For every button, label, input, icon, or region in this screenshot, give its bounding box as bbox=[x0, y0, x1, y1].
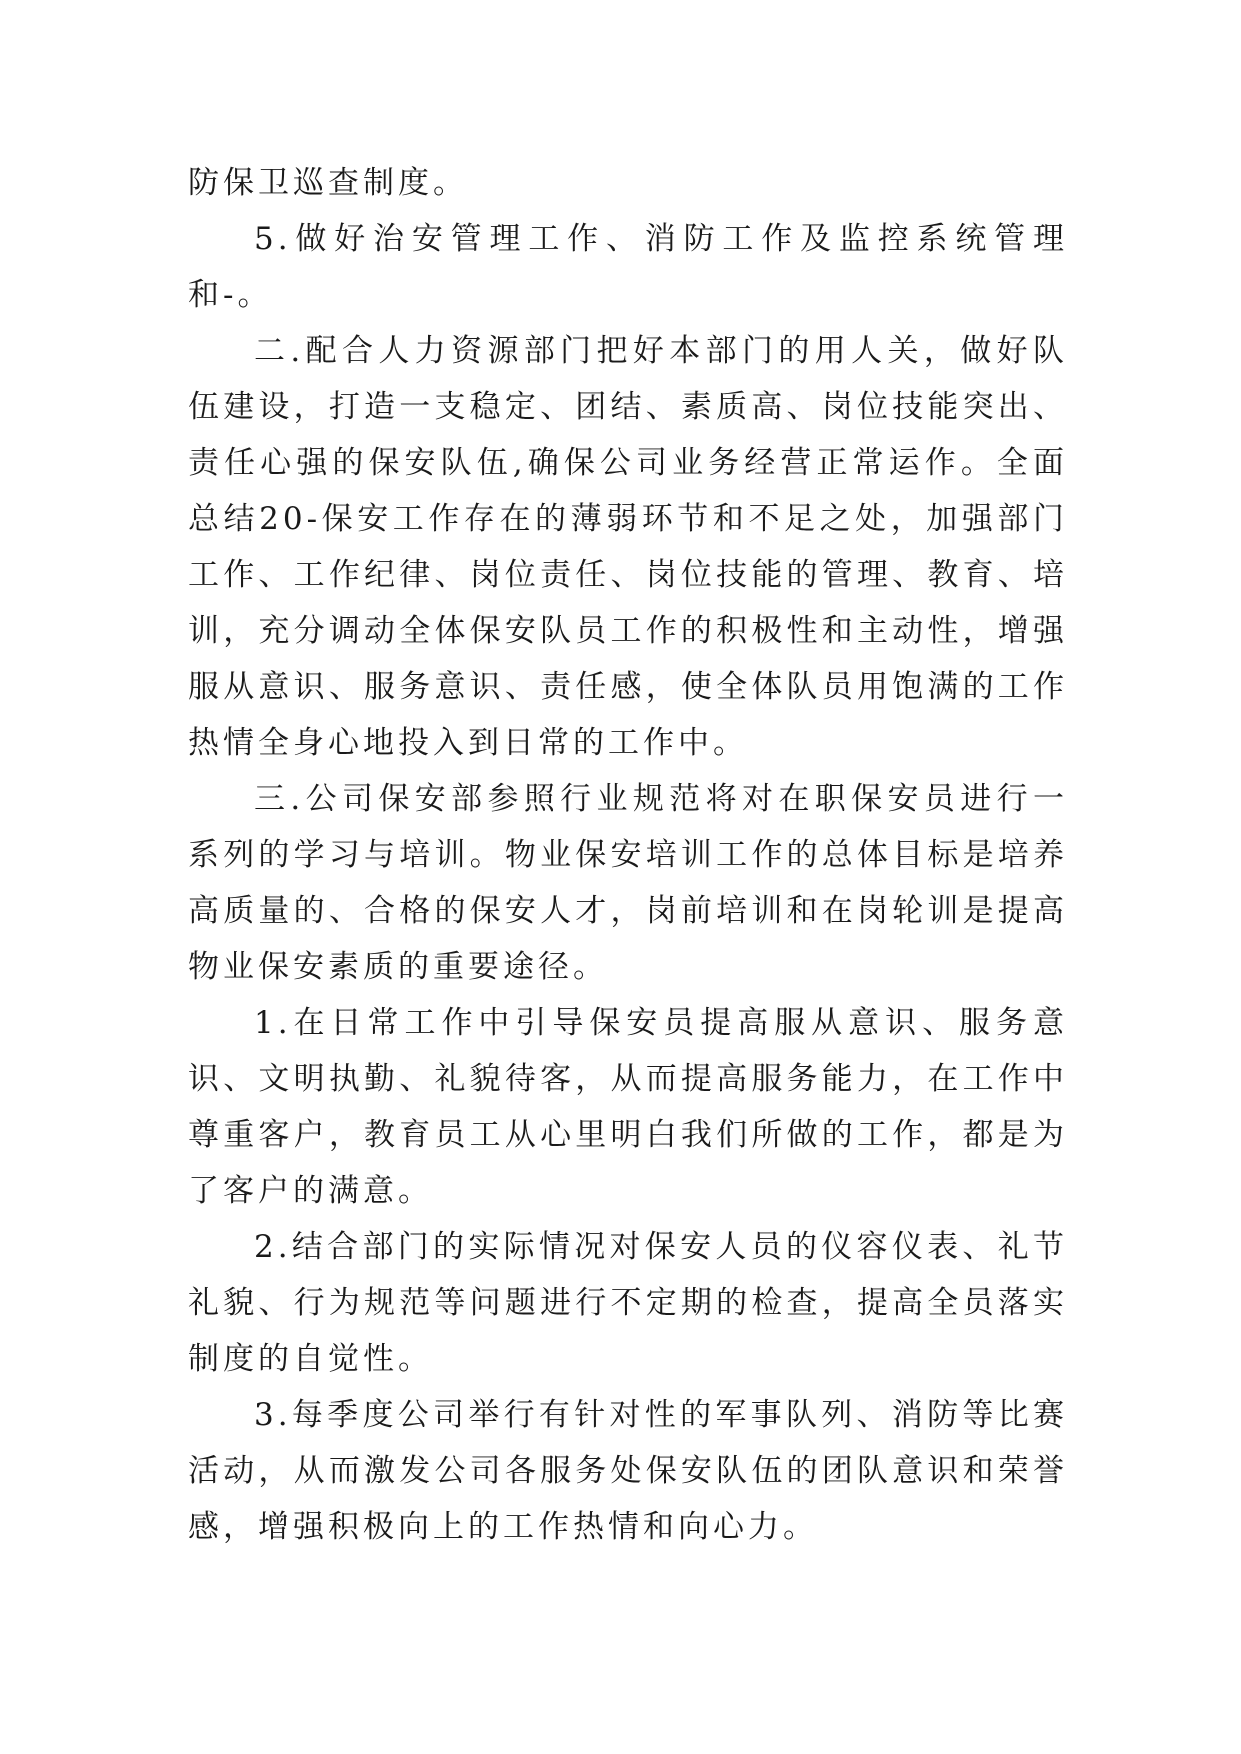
paragraph-section-2: 二.配合人力资源部门把好本部门的用人关，做好队伍建设，打造一支稳定、团结、素质高、岗位技能突出、责任心强的保安队伍,确保公司业务经营正常运作。全面总结20-保安工作存在的薄弱环节和不足之处，加强部门工作、工作纪律、岗位责任、岗位技能的管理、教育、培训，充分调动全体保安队员工作的积极性和主动性，增强服从意识、服务意识、责任感，使全体队员用饱满的工作热情全身心地投入到日常的工作中。 bbox=[188, 333, 1068, 761]
paragraph-item-5: 5.做好治安管理工作、消防工作及监控系统管理和-。 bbox=[188, 221, 1068, 313]
paragraph-section-3: 三.公司保安部参照行业规范将对在职保安员进行一系列的学习与培训。物业保安培训工作的总体目标是培养高质量的、合格的保安人才，岗前培训和在岗轮训是提高物业保安素质的重要途径。 bbox=[188, 781, 1068, 985]
paragraph-item-1: 1.在日常工作中引导保安员提高服从意识、服务意识、文明执勤、礼貌待客，从而提高服务能力，在工作中尊重客户，教育员工从心里明白我们所做的工作，都是为了客户的满意。 bbox=[188, 1005, 1068, 1209]
document-body bbox=[188, 155, 1068, 1555]
paragraph-item-2: 2.结合部门的实际情况对保安人员的仪容仪表、礼节礼貌、行为规范等问题进行不定期的检查，提高全员落实制度的自觉性。 bbox=[188, 1229, 1068, 1377]
paragraph-fire-patrol-end: 防保卫巡查制度。 bbox=[188, 165, 468, 201]
paragraph-item-3: 3.每季度公司举行有针对性的军事队列、消防等比赛活动，从而激发公司各服务处保安队伍的团队意识和荣誉感，增强积极向上的工作热情和向心力。 bbox=[188, 1397, 1068, 1545]
